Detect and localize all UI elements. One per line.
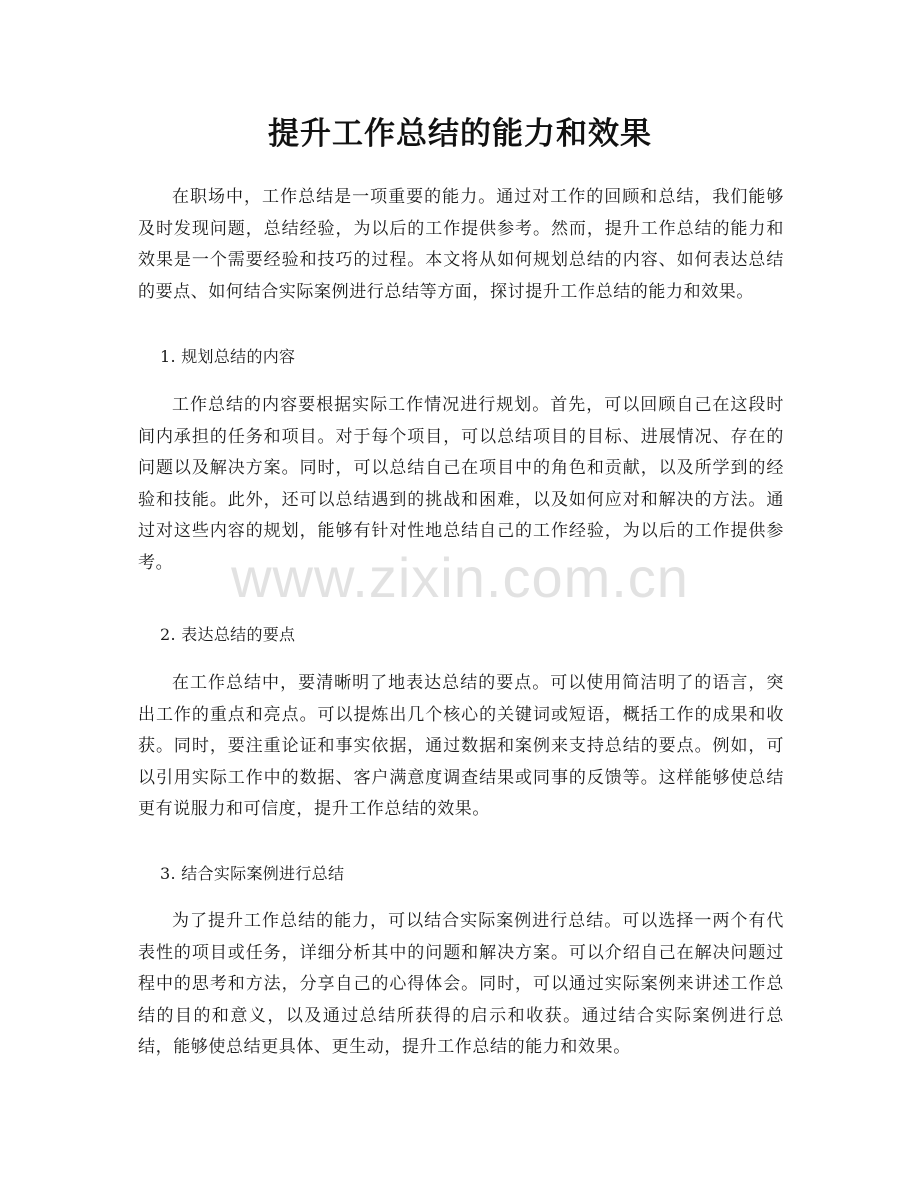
watermark-text: www.zixin.com.cn — [231, 546, 689, 609]
document-title: 提升工作总结的能力和效果 — [268, 116, 652, 152]
section-paragraph-1: 工作总结的内容要根据实际工作情况进行规划。首先，可以回顾自己在这段时间内承担的任务和项目。对于每个项目，可以总结项目的目标、进展情况、存在的问题以及解决方案。同时，可以总结自己在项目中的角色和贡献，以及所学到的经验和技能。此外，还可以总结遇到的挑战和困难，以及如何应对和解决的方法。通过对这些内容的规划，能够有针对性地总结自己的工作经验，为以后的工作提供参考。 — [138, 395, 784, 573]
section-paragraph-3: 为了提升工作总结的能力，可以结合实际案例进行总结。可以选择一两个有代表性的项目或任务，详细分析其中的问题和解决方案。可以介绍自己在解决问题过程中的思考和方法，分享自己的心得体会。同时，可以通过实际案例来讲述工作总结的目的和意义，以及通过总结所获得的启示和收获。通过结合实际案例进行总结，能够使总结更具体、更生动，提升工作总结的能力和效果。 — [138, 911, 784, 1058]
section-heading-3: 3. 结合实际案例进行总结 — [160, 864, 345, 883]
section-heading-1: 1. 规划总结的内容 — [160, 347, 296, 366]
section-paragraph-2: 在工作总结中，要清晰明了地表达总结的要点。可以使用简洁明了的语言，突出工作的重点和亮点。可以提炼出几个核心的关键词或短语，概括工作的成果和收获。同时，要注重论证和事实依据，通过数据和案例来支持总结的要点。例如，可以引用实际工作中的数据、客户满意度调查结果或同事的反馈等。这样能够使总结更有说服力和可信度，提升工作总结的效果。 — [138, 673, 784, 820]
intro-paragraph: 在职场中，工作总结是一项重要的能力。通过对工作的回顾和总结，我们能够及时发现问题，总结经验，为以后的工作提供参考。然而，提升工作总结的能力和效果是一个需要经验和技巧的过程。本文将从如何规划总结的内容、如何表达总结的要点、如何结合实际案例进行总结等方面，探讨提升工作总结的能力和效果。 — [138, 187, 784, 302]
section-heading-2: 2. 表达总结的要点 — [160, 625, 296, 644]
